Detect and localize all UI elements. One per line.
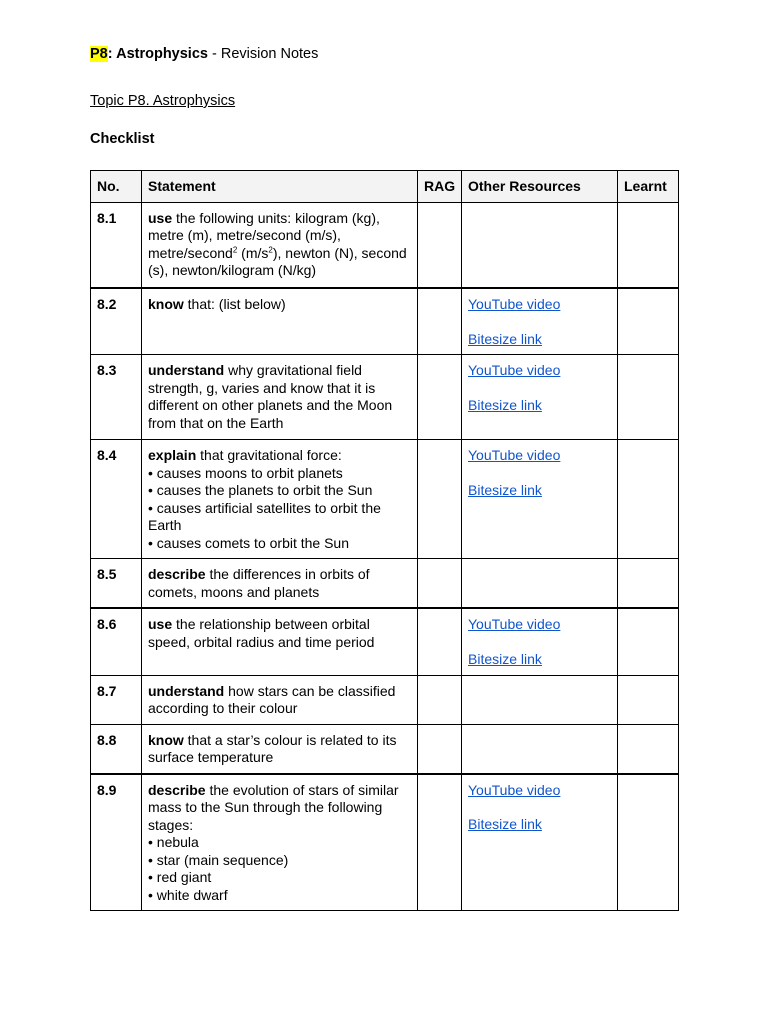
statement-text: the differences in orbits of comets, moons and planets [148,566,370,600]
rag-cell[interactable] [418,675,462,724]
youtube-video-link[interactable]: YouTube video [468,447,561,463]
bullet-item: • causes moons to orbit planets [148,464,343,481]
youtube-video-link[interactable]: YouTube video [468,781,561,798]
learnt-cell[interactable] [618,559,679,609]
bullet-item: • white dwarf [148,886,228,903]
learnt-cell[interactable] [618,675,679,724]
rag-cell[interactable] [418,608,462,675]
statement-cell [142,724,418,774]
statement-text: the following units: kilogram (kg), metre (m), metre/second (m/s), metre/second [148,209,380,261]
row-number: 8.2 [91,288,142,355]
statement-verb: describe [148,781,206,798]
resources-cell [462,355,618,440]
table-row [91,724,679,774]
row-number: 8.6 [91,608,142,675]
statement-text: ), newton (N), second (s), newton/kilogram (N/kg) [148,244,407,278]
rag-cell[interactable] [418,774,462,911]
superscript: 2 [268,244,273,254]
statement-cell [142,202,418,288]
table-row [91,559,679,609]
column-header-no: No. [91,171,142,203]
column-header-learnt: Learnt [618,171,679,203]
table-row [91,288,679,355]
statement-verb: use [148,209,173,226]
resources-cell [462,608,618,675]
statement-cell [142,355,418,440]
learnt-cell[interactable] [618,774,679,911]
learnt-cell[interactable] [618,608,679,675]
row-number: 8.8 [91,724,142,774]
table-row [91,440,679,559]
resources-cell [462,774,618,911]
youtube-video-link[interactable]: YouTube video [468,362,561,378]
row-number: 8.3 [91,355,142,440]
topic-code-highlight: P8 [90,46,108,62]
row-number: 8.9 [91,774,142,911]
statement-cell [142,559,418,609]
statement-text: that gravitational force: [196,447,342,463]
statement-text: how stars can be classified according to their colour [148,682,396,716]
column-header-statement: Statement [142,171,418,203]
statement-text: why gravitational field strength, g, varies and know that it is different on other planets and the Moon from that on the Earth [148,362,393,431]
bullet-item: • causes comets to orbit the Sun [148,534,350,551]
bitesize-link[interactable]: Bitesize link [468,396,542,413]
column-header-rag: RAG [418,171,462,203]
rag-cell[interactable] [418,202,462,288]
table-row [91,355,679,440]
statement-verb: use [148,616,173,632]
bitesize-link[interactable]: Bitesize link [468,816,542,832]
checklist-heading: Checklist [90,131,155,147]
bitesize-link[interactable]: Bitesize link [468,650,542,667]
statement-text: the relationship between orbital speed, orbital radius and time period [148,616,375,650]
title-colon: : [107,46,113,62]
bullet-item: • red giant [148,869,212,885]
statement-cell [142,440,418,559]
table-header-row [91,171,679,203]
statement-verb: know [148,731,184,748]
statement-cell [142,288,418,355]
resources-cell [462,559,618,609]
statement-text: (m/s [237,244,269,261]
table-row [91,675,679,724]
column-header-resources: Other Resources [462,171,618,203]
learnt-cell[interactable] [618,288,679,355]
statement-cell [142,608,418,675]
bitesize-link[interactable]: Bitesize link [468,481,542,498]
table-row [91,202,679,288]
statement-text: the evolution of stars of similar mass to the Sun through the following stages: [148,781,399,833]
bitesize-link[interactable]: Bitesize link [468,330,542,347]
statement-text: that: (list below) [183,296,286,312]
row-number: 8.5 [91,559,142,609]
superscript: 2 [232,244,238,254]
row-number: 8.7 [91,675,142,724]
statement-verb: understand [148,362,225,378]
bullet-item: • star (main sequence) [148,851,289,868]
title-subject: Astrophysics [116,46,208,62]
resources-cell [462,202,618,288]
title-suffix: - Revision Notes [207,46,319,62]
rag-cell[interactable] [418,288,462,355]
learnt-cell[interactable] [618,202,679,288]
resources-cell [462,675,618,724]
rag-cell[interactable] [418,440,462,559]
resources-cell [462,724,618,774]
bullet-item: • causes artificial satellites to orbit the Earth [148,499,381,533]
statement-verb: describe [148,566,206,582]
table-row [91,608,679,675]
statement-verb: know [148,296,184,312]
statement-verb: understand [148,682,225,699]
statement-cell [142,774,418,911]
rag-cell[interactable] [418,355,462,440]
resources-cell [462,440,618,559]
youtube-video-link[interactable]: YouTube video [468,296,561,312]
learnt-cell[interactable] [618,724,679,774]
row-number: 8.4 [91,440,142,559]
topic-link[interactable]: Topic P8. Astrophysics [90,93,236,109]
rag-cell[interactable] [418,559,462,609]
rag-cell[interactable] [418,724,462,774]
statement-cell [142,675,418,724]
bullet-item: • causes the planets to orbit the Sun [148,482,373,498]
page-title [90,46,318,64]
bullet-item: • nebula [148,834,199,850]
checklist-table [90,170,679,911]
learnt-cell[interactable] [618,440,679,559]
statement-text: that a star’s colour is related to its surface temperature [148,731,397,765]
statement-verb: explain [148,447,197,463]
youtube-video-link[interactable]: YouTube video [468,616,561,632]
learnt-cell[interactable] [618,355,679,440]
row-number: 8.1 [91,202,142,288]
resources-cell [462,288,618,355]
table-row [91,774,679,911]
